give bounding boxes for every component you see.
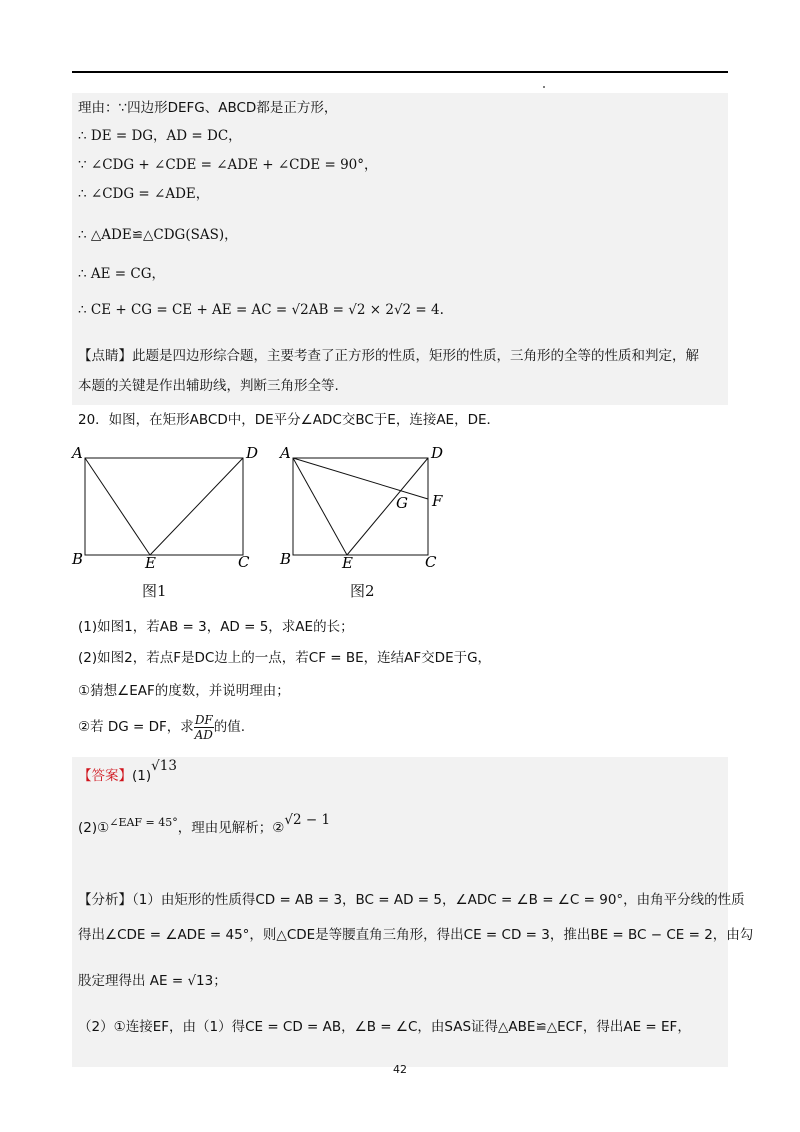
- comment-line-1: 【点睛】此题是四边形综合题，主要考查了正方形的性质，矩形的性质，三角形的全等的性质和判定，解: [78, 348, 699, 364]
- header-dot: [543, 86, 545, 88]
- page-number: 42: [393, 1063, 407, 1076]
- figure-1: [68, 440, 268, 579]
- fig2-label-f: F: [432, 492, 443, 510]
- answer-line-1: [78, 758, 177, 786]
- fig2-label-c: C: [425, 553, 437, 571]
- answer-1-value: √13: [151, 758, 177, 774]
- fig2-label-d: D: [431, 444, 444, 462]
- fig1-label-d: D: [246, 444, 259, 462]
- fig1-label-e: E: [145, 554, 156, 572]
- fig1-label-b: B: [72, 550, 84, 568]
- fig2-label-e: E: [342, 554, 353, 572]
- answer-1-prefix: (1): [132, 768, 152, 784]
- answer-line-2: [78, 812, 331, 839]
- header-rule: [72, 71, 728, 73]
- proof-line-6: ∴ AE = CG，: [78, 266, 165, 282]
- fig1-label-c: C: [238, 553, 250, 571]
- proof-line-7: ∴ CE + CG = CE + AE = AC = √2AB = √2 × 2√2 = 4.: [78, 302, 444, 318]
- fig2-label-g: G: [396, 494, 408, 512]
- analysis-line-4: （2）①连接EF，由（1）得CE = CD = AB，∠B = ∠C，由SAS证得△ABE≌△ECF，得出AE = EF，: [78, 1019, 691, 1035]
- fig1-label-a: A: [72, 444, 83, 462]
- question-2b-prefix: ②若 DG = DF，求: [78, 719, 194, 735]
- problem-stem: 20．如图，在矩形ABCD中，DE平分∠ADC交BC于E，连接AE，DE．: [78, 412, 501, 428]
- fig2-label-a: A: [280, 444, 291, 462]
- fig2-label-b: B: [280, 550, 292, 568]
- question-1: (1)如图1，若AB = 3，AD = 5，求AE的长；: [78, 619, 354, 635]
- question-2b: [78, 712, 245, 742]
- proof-line-5: ∴ △ADE≌△CDG(SAS)，: [78, 227, 238, 243]
- comment-line-2: 本题的关键是作出辅助线，判断三角形全等.: [78, 378, 339, 394]
- answer-2b-value: √2 − 1: [284, 812, 331, 828]
- proof-line-2: ∴ DE = DG，AD = DC，: [78, 128, 242, 144]
- fraction-numerator: DF: [194, 712, 213, 727]
- fraction-df-ad: [194, 713, 214, 742]
- question-2b-suffix: 的值.: [213, 719, 246, 735]
- answer-2-value: ∠EAF = 45°: [109, 816, 178, 829]
- proof-line-3: ∵ ∠CDG + ∠CDE = ∠ADE + ∠CDE = 90°，: [78, 157, 378, 173]
- question-2: (2)如图2，若点F是DC边上的一点，若CF = BE，连结AF交DE于G，: [78, 650, 492, 666]
- analysis-line-2: 得出∠CDE = ∠ADE = 45°，则△CDE是等腰直角三角形，得出CE = CD = 3，推出BE = BC − CE = 2，由勾: [78, 927, 754, 943]
- analysis-line-1: 【分析】（1）由矩形的性质得CD = AB = 3，BC = AD = 5，∠ADC = ∠B = ∠C = 90°，由角平分线的性质: [78, 892, 745, 908]
- analysis-line-3: 股定理得出 AE = √13；: [78, 973, 227, 989]
- proof-line-1: 理由：∵四边形DEFG、ABCD都是正方形，: [78, 100, 338, 116]
- answer-tag: 【答案】: [78, 768, 132, 784]
- question-2a: ①猜想∠EAF的度数，并说明理由；: [78, 683, 290, 699]
- answer-2-text: ，理由见解析；②: [177, 820, 285, 836]
- proof-line-4: ∴ ∠CDG = ∠ADE，: [78, 186, 210, 202]
- fig1-caption: 图1: [142, 582, 167, 600]
- answer-2-prefix: (2)①: [78, 820, 110, 836]
- figure-2: [275, 440, 455, 579]
- fig2-caption: 图2: [350, 582, 375, 600]
- fraction-denominator: AD: [194, 727, 213, 742]
